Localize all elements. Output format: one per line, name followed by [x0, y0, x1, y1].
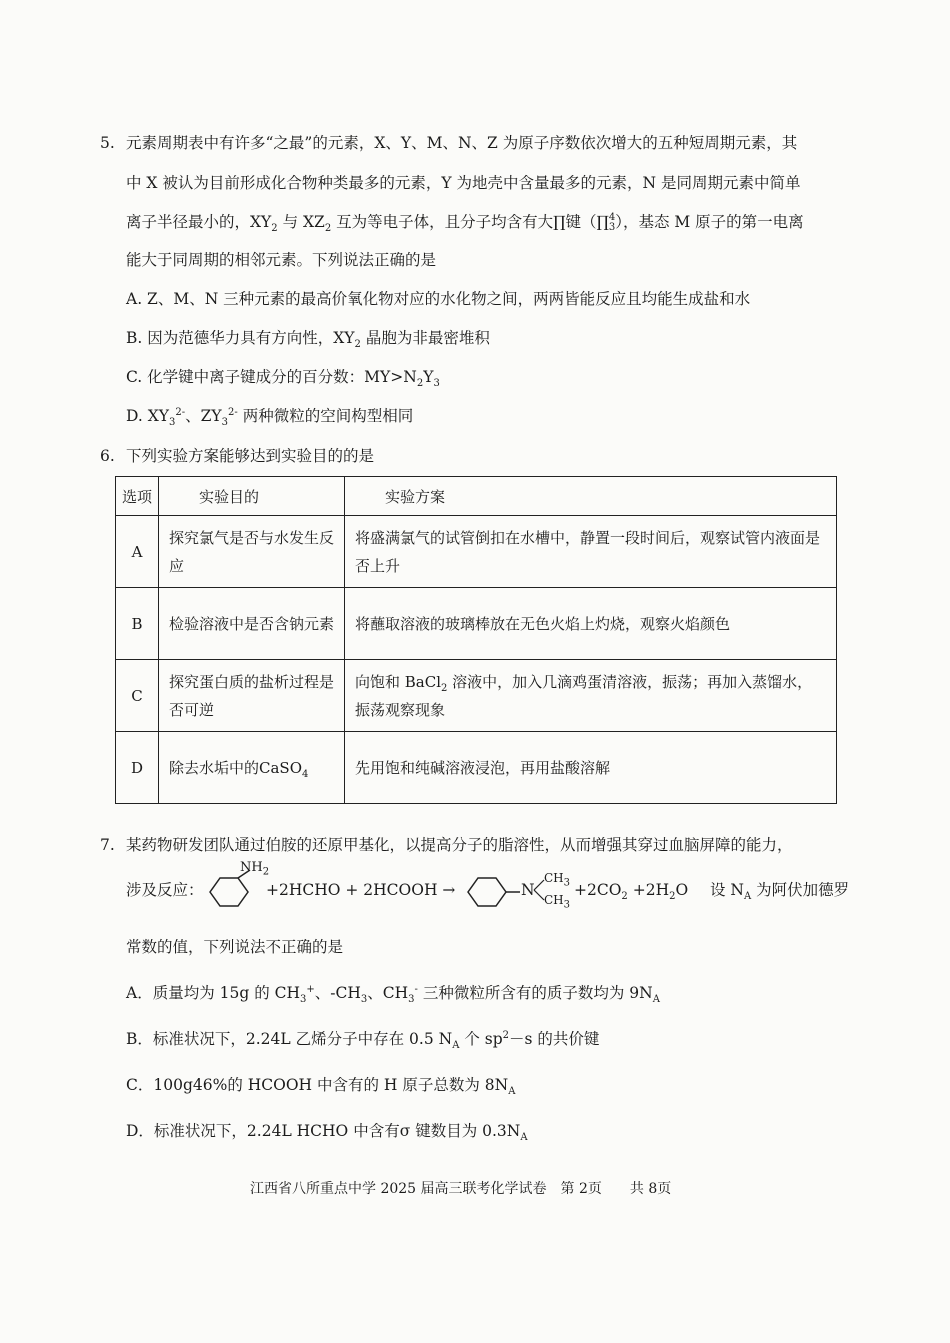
q7-line-1: 7. 某药物研发团队通过伯胺的还原甲基化，以提高分子的脂溶性，从而增强其穿过血脑屏障的能力，: [100, 836, 793, 854]
reaction-equation: 涉及反应： $NH_2$ +2HCHO + 2HCOOH → N $CH_3$ $CH_3$ $+2CO_2 +2H_2O$ 设 $N_A$ 为阿伏加德罗: [126, 860, 850, 911]
page-footer: 江西省八所重点中学 2025 届高三联考化学试卷 第 2页 共 8页: [250, 1181, 672, 1197]
q5-line-3: 离子半径最小的，$XY_2$ 与 $XZ_2$ 互为等电子体，且分子均含有大∏键（∏ 4 3 ），基态 M 原子的第一电离: [126, 212, 804, 235]
table-row: C 探究蛋白质的盐析过程是否可逆 向饱和 BaCl$_2$ 溶液中，加入几滴鸡蛋清溶液，振荡；再加入蒸馏水，振荡观察现象: [116, 660, 837, 732]
table-row: A 探究氯气是否与水发生反应 将盛满氯气的试管倒扣在水槽中，静置一段时间后，观察试管内液面是否上升: [116, 516, 837, 588]
table-row: B 检验溶液中是否含钠元素 将蘸取溶液的玻璃棒放在无色火焰上灼烧，观察火焰颜色: [116, 588, 837, 660]
n-dimethylcyclohexylamine-structure: [460, 870, 530, 910]
q5-option-a: A. Z、M、N 三种元素的最高价氧化物对应的水化物之间，两两皆能反应且均能生成盐和水: [126, 290, 751, 308]
table-header-row: [116, 477, 837, 516]
pi-bond-notation: ∏ 4 3: [596, 212, 616, 233]
table-row: D 除去水垢中的CaSO$_4$ 先用饱和纯碱溶液浸泡，再用盐酸溶解: [116, 732, 837, 804]
q7-option-d: D．标准状况下，2.24L HCHO 中含有σ 键数目为 $0.3N_A$: [126, 1122, 528, 1144]
q5-option-c: C. 化学键中离子键成分的百分数：$MY>N_2Y_3$: [126, 368, 440, 390]
q5-line-1: 5. 元素周期表中有许多“之最”的元素，X、Y、M、N、Z 为原子序数依次增大的五种短周期元素，其: [100, 134, 798, 152]
q6-number: 6.: [100, 447, 115, 465]
q7-number: 7.: [100, 836, 115, 854]
q7-option-c: C．100g46%的 HCOOH 中含有的 H 原子总数为 $8N_A$: [126, 1076, 516, 1098]
header-purpose: 实验目的: [159, 477, 345, 516]
q5-line-2: 中 X 被认为目前形成化合物种类最多的元素，Y 为地壳中含量最多的元素，N 是同周期元素中简单: [126, 174, 801, 192]
q5-number: 5.: [100, 134, 115, 152]
q5-line-4: 能大于同周期的相邻元素。下列说法正确的是: [126, 251, 437, 269]
q7-option-b: B．标准状况下，2.24L 乙烯分子中存在 0.5 $N_A$ 个 $sp^2-s$ 的共价键: [126, 1029, 600, 1052]
q7-option-a: A．质量均为 15g 的 $CH_3^+$、$-CH_3$、$CH_3^-$ 三种微粒所含有的质子数均为 $9N_A$: [126, 983, 660, 1006]
header-plan: 实验方案: [345, 477, 837, 516]
q5-option-b: B. 因为范德华力具有方向性，$XY_2$ 晶胞为非最密堆积: [126, 329, 490, 351]
q6-stem: 6. 下列实验方案能够达到实验目的的是: [100, 447, 375, 465]
q7-line-3: 常数的值，下列说法不正确的是: [126, 938, 344, 956]
q5-option-d: D. $XY_3^{2-}$、$ZY_3^{2-}$ 两种微粒的空间构型相同: [126, 406, 414, 429]
experiment-table: [115, 476, 837, 804]
header-option: 选项: [116, 477, 159, 516]
